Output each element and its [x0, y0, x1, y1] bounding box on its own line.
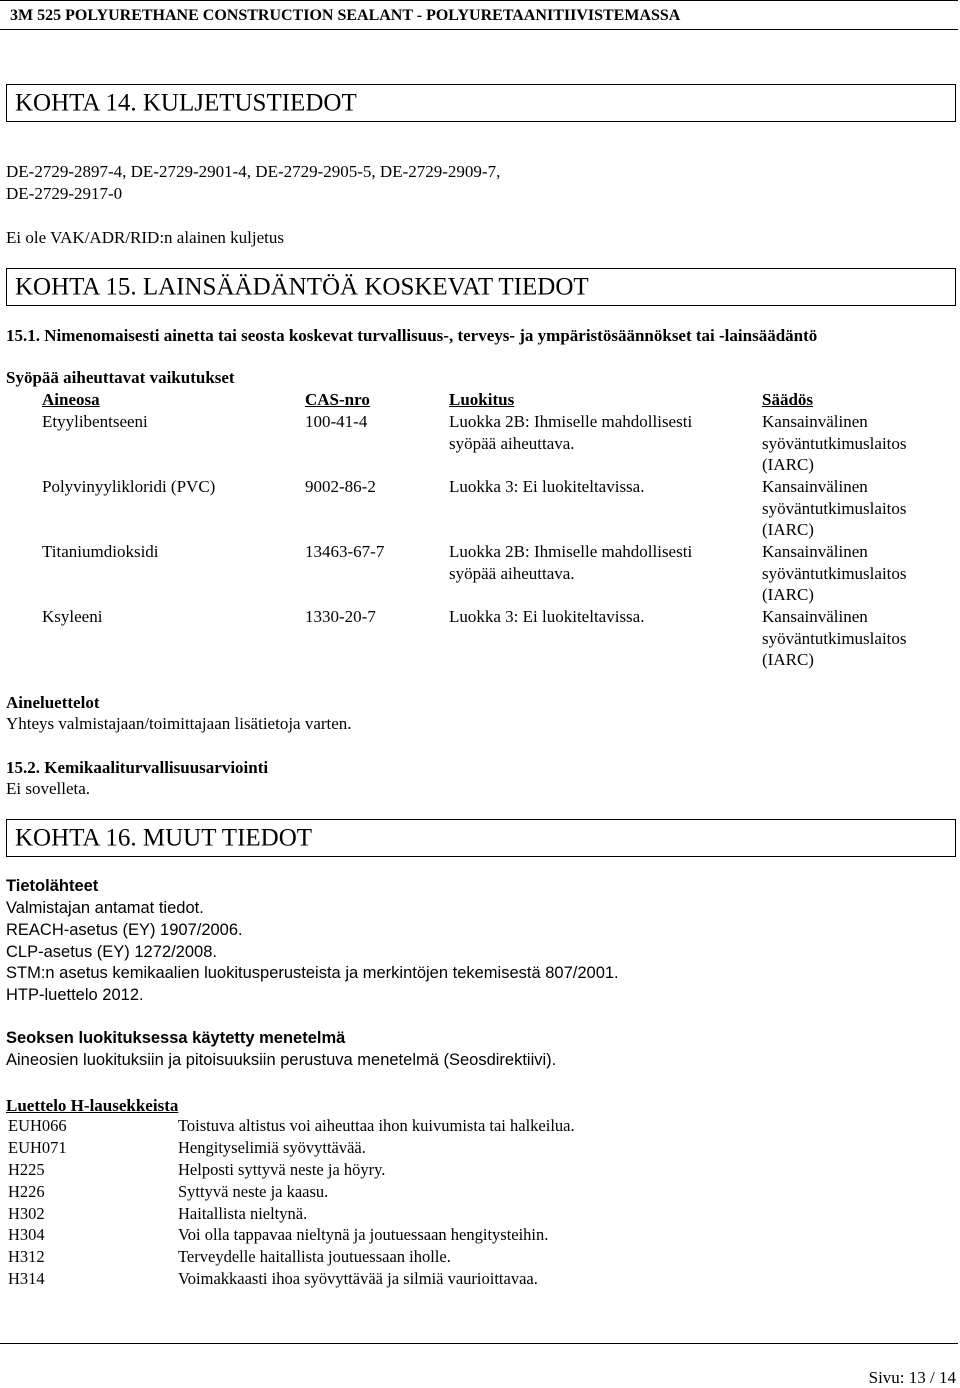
- table-row-4-class: Luokka 3: Ei luokiteltavissa.: [449, 607, 645, 626]
- table-row-3-class-cont: syöpää aiheuttava.: [449, 564, 575, 583]
- table-row-3-name: Titaniumdioksidi: [42, 542, 159, 561]
- h-text: Hengityselimiä syövyttävää.: [178, 1138, 366, 1157]
- transport-codes-line-1: DE-2729-2897-4, DE-2729-2901-4, DE-2729-2905-5, DE-2729-2909-7,: [6, 162, 501, 181]
- method-text: Aineosien luokituksiin ja pitoisuuksiin perustuva menetelmä (Seosdirektiivi).: [6, 1051, 557, 1069]
- section-16-heading: [6, 819, 956, 857]
- table-row-3-reg: Kansainvälinen: [762, 542, 868, 561]
- table-row-1-class: Luokka 2B: Ihmiselle mahdollisesti: [449, 412, 693, 431]
- source-item: REACH-asetus (EY) 1907/2006.: [6, 921, 243, 939]
- source-item: STM:n asetus kemikaalien luokitusperusteista ja merkintöjen tekemisestä 807/2001.: [6, 964, 619, 982]
- table-row-4-reg-2: syöväntutkimuslaitos: [762, 629, 907, 648]
- h-code: H226: [8, 1182, 45, 1201]
- h-text: Voimakkaasti ihoa syövyttävää ja silmiä vaurioittavaa.: [178, 1269, 538, 1288]
- page-number: Sivu: 13 / 14: [868, 1368, 956, 1387]
- sources-title: Tietolähteet: [6, 877, 99, 895]
- transport-codes-line-2: DE-2729-2917-0: [6, 184, 123, 203]
- h-code: H314: [8, 1269, 45, 1288]
- table-row-4-name: Ksyleeni: [42, 607, 103, 626]
- source-item: HTP-luettelo 2012.: [6, 986, 144, 1004]
- section-15-2-text: Ei sovelleta.: [6, 779, 91, 798]
- h-text: Terveydelle haitallista joutuessaan iholle.: [178, 1247, 451, 1266]
- table-row-1-reg: Kansainvälinen: [762, 412, 868, 431]
- h-code: H302: [8, 1204, 45, 1223]
- table-row-3-cas: 13463-67-7: [305, 542, 385, 561]
- h-text: Toistuva altistus voi aiheuttaa ihon kuivumista tai halkeilua.: [178, 1116, 575, 1135]
- h-code: H312: [8, 1247, 45, 1266]
- h-code: EUH071: [8, 1138, 67, 1157]
- table-row-4-reg-3: (IARC): [762, 650, 814, 669]
- table-row-2-class: Luokka 3: Ei luokiteltavissa.: [449, 477, 645, 496]
- source-item: Valmistajan antamat tiedot.: [6, 899, 204, 917]
- h-code: H304: [8, 1225, 45, 1244]
- h-text: Syttyvä neste ja kaasu.: [178, 1182, 329, 1201]
- col-header-regulation: Säädös: [762, 390, 814, 409]
- table-row-1-class-cont: syöpää aiheuttava.: [449, 434, 575, 453]
- table-row-1-reg-2: syöväntutkimuslaitos: [762, 434, 907, 453]
- h-statements-title: Luettelo H-lausekkeista: [6, 1096, 179, 1115]
- table-row-1-name: Etyylibentseeni: [42, 412, 148, 431]
- h-text: Helposti syttyvä neste ja höyry.: [178, 1160, 386, 1179]
- transport-note: Ei ole VAK/ADR/RID:n alainen kuljetus: [6, 228, 284, 247]
- table-row-4-cas: 1330-20-7: [305, 607, 376, 626]
- col-header-substance: Aineosa: [42, 390, 100, 409]
- table-row-2-cas: 9002-86-2: [305, 477, 376, 496]
- section-16-title: KOHTA 16. MUUT TIEDOT: [15, 824, 313, 852]
- col-header-classification: Luokitus: [449, 390, 515, 409]
- section-15-2-title: 15.2. Kemikaaliturvallisuusarviointi: [6, 758, 269, 777]
- table-row-2-reg-3: (IARC): [762, 520, 814, 539]
- table-row-2-name: Polyvinyylikloridi (PVC): [42, 477, 216, 496]
- inventory-text: Yhteys valmistajaan/toimittajaan lisätietoja varten.: [6, 714, 352, 733]
- table-row-3-class: Luokka 2B: Ihmiselle mahdollisesti: [449, 542, 693, 561]
- section-14-heading: [6, 84, 956, 122]
- section-15-title: KOHTA 15. LAINSÄÄDÄNTÖÄ KOSKEVAT TIEDOT: [15, 273, 589, 301]
- carcinogen-title: Syöpää aiheuttavat vaikutukset: [6, 368, 235, 387]
- table-row-3-reg-3: (IARC): [762, 585, 814, 604]
- h-text: Haitallista nieltynä.: [178, 1204, 308, 1223]
- col-header-cas: CAS-nro: [305, 390, 370, 409]
- footer-divider: [0, 1343, 958, 1344]
- table-row-1-reg-3: (IARC): [762, 455, 814, 474]
- section-15-1-title: 15.1. Nimenomaisesti ainetta tai seosta koskevat turvallisuus-, terveys- ja ympäristösäännökset tai -lainsäädäntö: [6, 326, 818, 345]
- table-row-1-cas: 100-41-4: [305, 412, 368, 431]
- section-14-title: KOHTA 14. KULJETUSTIEDOT: [15, 89, 357, 117]
- table-row-3-reg-2: syöväntutkimuslaitos: [762, 564, 907, 583]
- source-item: CLP-asetus (EY) 1272/2008.: [6, 943, 217, 961]
- inventory-title: Aineluettelot: [6, 693, 100, 712]
- h-code: EUH066: [8, 1116, 67, 1135]
- section-15-heading: [6, 268, 956, 306]
- table-row-2-reg: Kansainvälinen: [762, 477, 868, 496]
- method-title: Seoksen luokituksessa käytetty menetelmä: [6, 1029, 346, 1047]
- h-code: H225: [8, 1160, 45, 1179]
- table-row-2-reg-2: syöväntutkimuslaitos: [762, 499, 907, 518]
- document-header: 3M 525 POLYURETHANE CONSTRUCTION SEALANT - POLYURETAANITIIVISTEMASSA: [0, 0, 958, 30]
- table-row-4-reg: Kansainvälinen: [762, 607, 868, 626]
- h-text: Voi olla tappavaa nieltynä ja joutuessaan hengitysteihin.: [178, 1225, 549, 1244]
